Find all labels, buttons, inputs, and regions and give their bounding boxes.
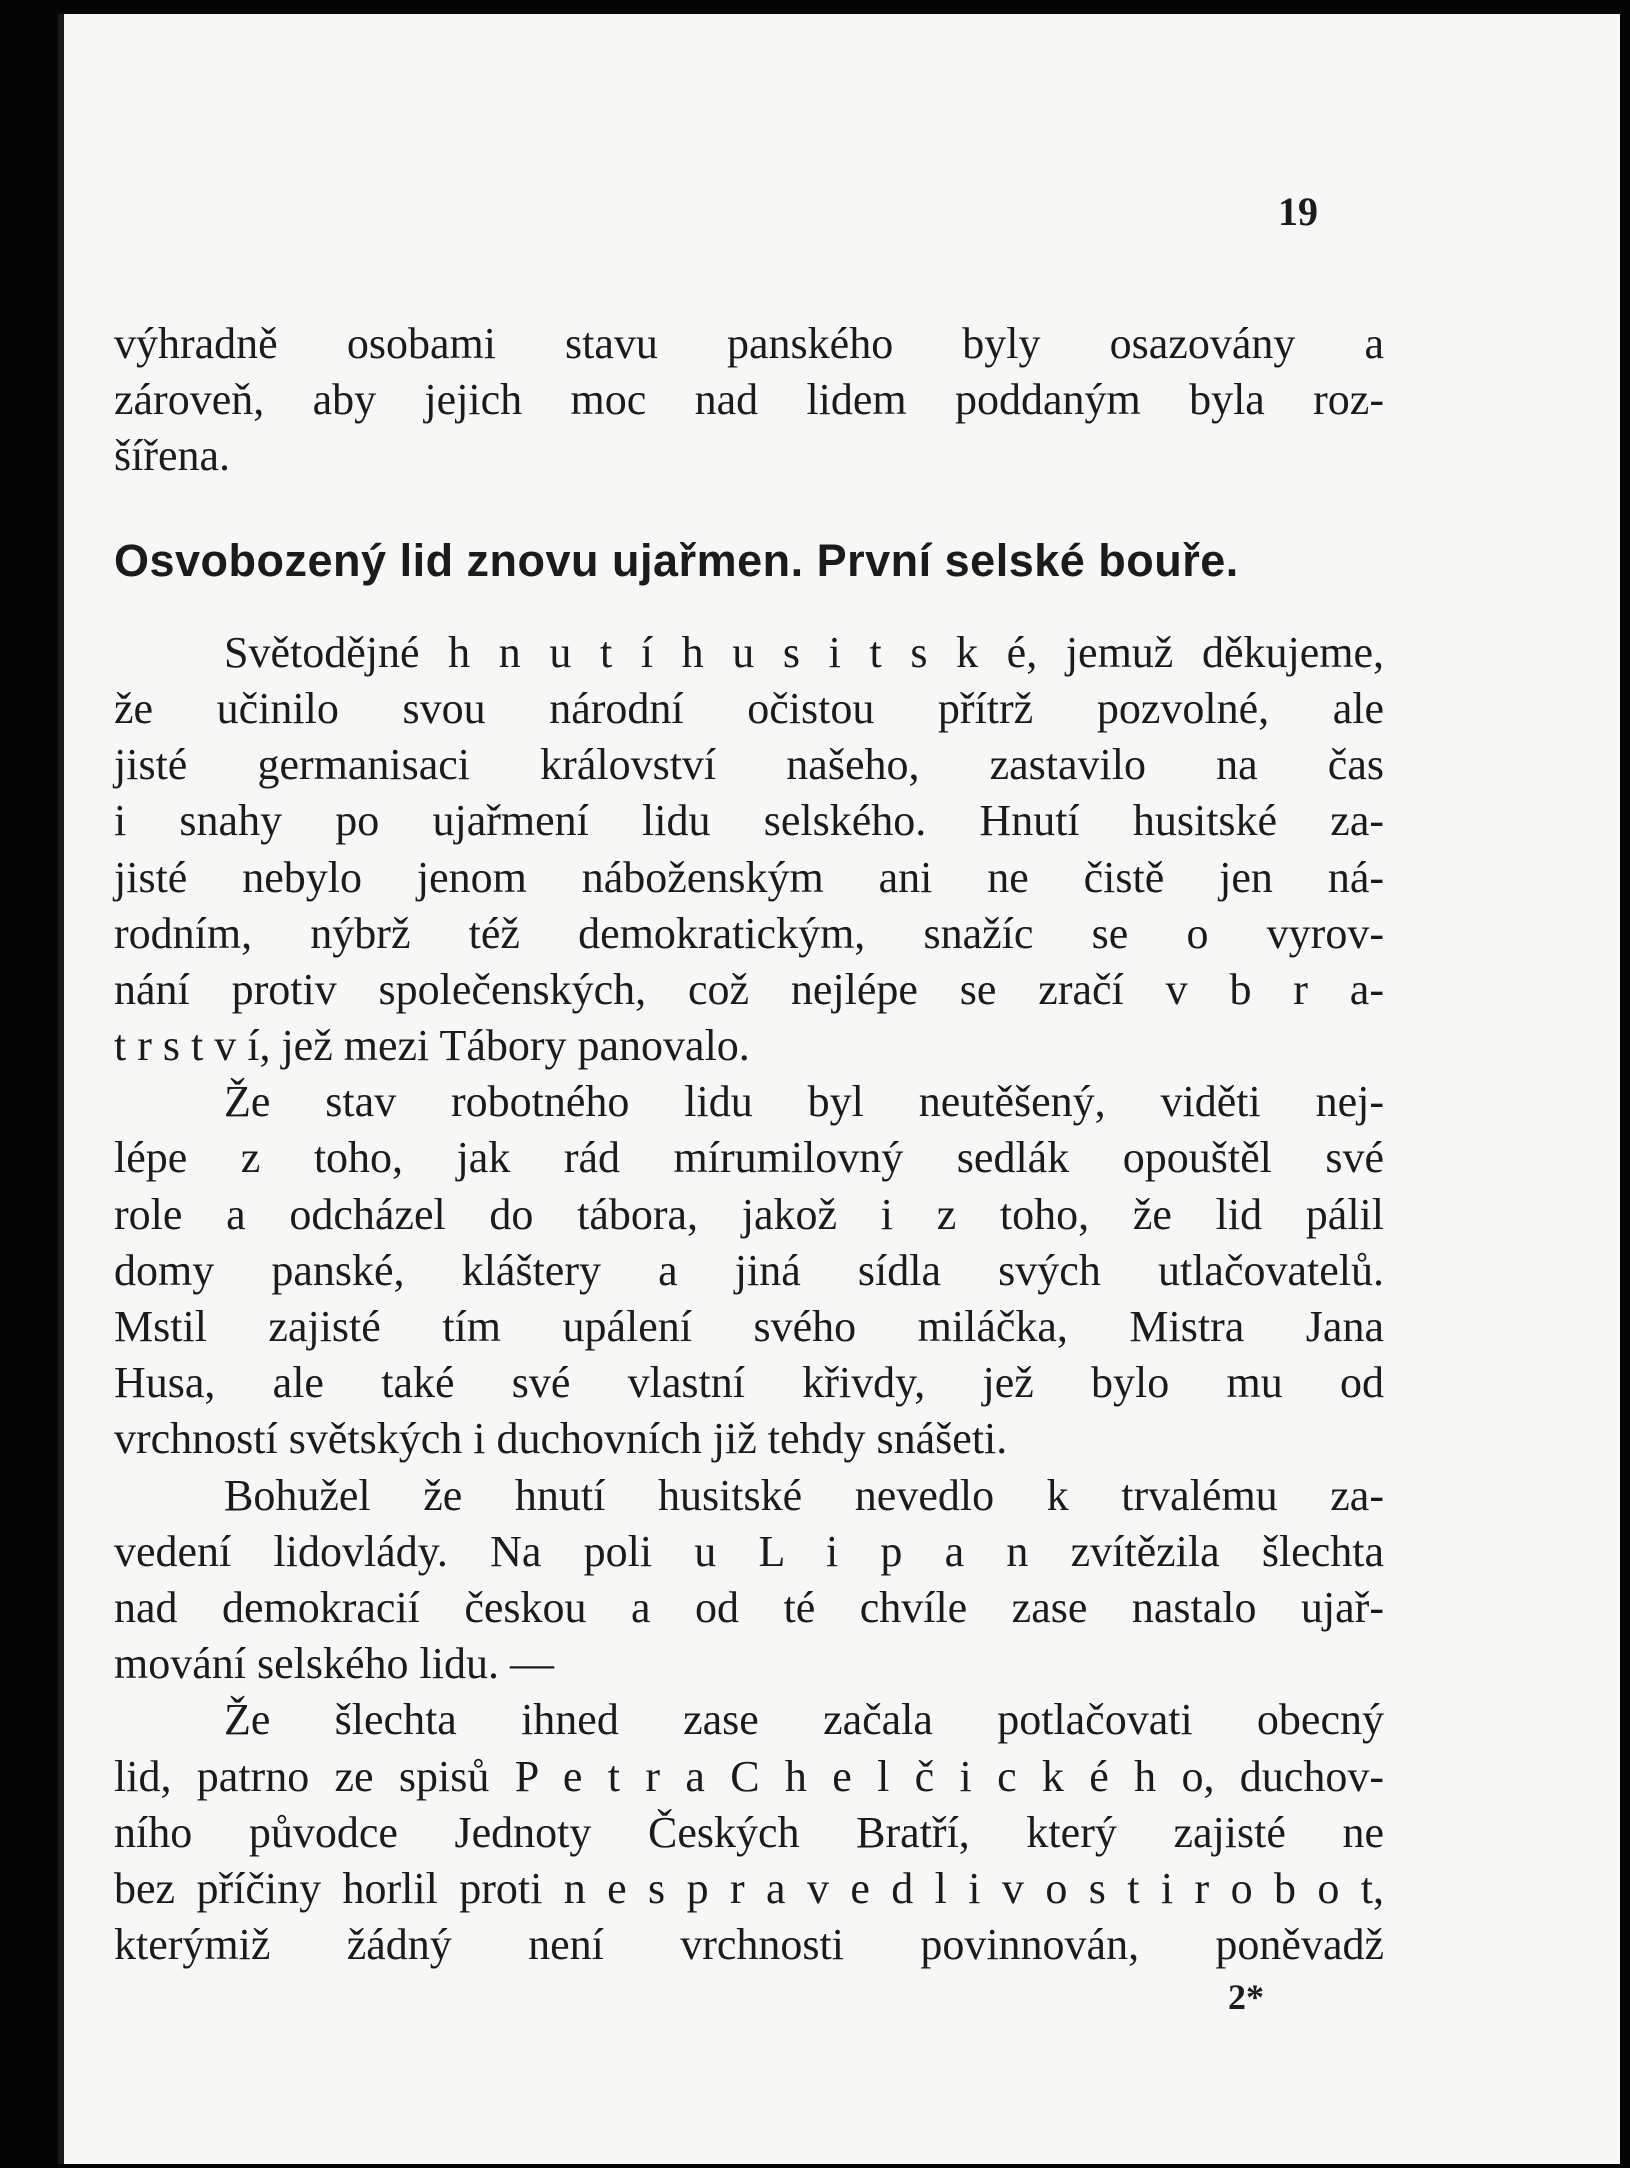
signature-mark: 2* — [1228, 1977, 1264, 2017]
text-line: zároveň, aby jejich moc nad lidem poddaným byla roz- — [114, 375, 1384, 425]
text-line: šířena. — [114, 431, 231, 481]
text-line: bez příčiny horlil proti n e s p r a v e d l i v o s t i r o b o t, — [114, 1863, 1384, 1913]
text-line: lid, patrno ze spisů P e t r a C h e l č i c k é h o, duchov- — [114, 1751, 1384, 1801]
paragraph — [114, 316, 1384, 485]
text-line: kterýmiž žádný není vrchnosti povinnován, poněvadž — [114, 1920, 1384, 1970]
text-line: výhradně osobami stavu panského byly osazovány a — [114, 319, 1384, 368]
text-line: nad demokracií českou a od té chvíle zase nastalo ujař- — [114, 1582, 1384, 1632]
section-heading: Osvobozený lid znovu ujařmen. První selské bouře. — [114, 534, 1239, 586]
text-line: mování selského lidu. — — [114, 1639, 554, 1689]
paragraph — [114, 1692, 1384, 1973]
text-line: Mstil zajisté tím upálení svého miláčka, Mistra Jana — [114, 1302, 1384, 1352]
text-line: vrchností světských i duchovních již tehdy snášeti. — [114, 1414, 1008, 1464]
text-line: nání protiv společenských, což nejlépe se zračí v b r a- — [114, 964, 1384, 1014]
text-line: domy panské, kláštery a jiná sídla svých utlačovatelů. — [114, 1245, 1384, 1295]
text-line: role a odcházel do tábora, jakož i z toho, že lid pálil — [114, 1189, 1384, 1239]
text-line: lépe z toho, jak rád mírumilovný sedlák opouštěl své — [114, 1133, 1384, 1183]
text-line: jisté nebylo jenom náboženským ani ne čistě jen ná- — [114, 852, 1384, 902]
text-line: že učinilo svou národní očistou přítrž pozvolné, ale — [114, 683, 1384, 733]
text-line: t r s t v í, jež mezi Tábory panovalo. — [114, 1021, 750, 1071]
book-page — [58, 14, 1620, 2164]
text-line: Bohužel že hnutí husitské nevedlo k trvalému za- — [224, 1470, 1384, 1520]
text-line: Že šlechta ihned zase začala potlačovati obecný — [224, 1695, 1384, 1745]
text-line: Že stav robotného lidu byl neutěšený, viděti nej- — [224, 1077, 1384, 1127]
page-number: 19 — [1278, 189, 1318, 234]
paragraph — [114, 625, 1384, 1075]
text-line: vedení lidovlády. Na poli u L i p a n zvítězila šlechta — [114, 1526, 1384, 1576]
page-spine-edge — [58, 14, 64, 2164]
body-text — [114, 316, 1384, 1973]
paragraph — [114, 1074, 1384, 1467]
text-line: ního původce Jednoty Českých Bratří, který zajisté ne — [114, 1807, 1384, 1857]
text-line: i snahy po ujařmení lidu selského. Hnutí husitské za- — [114, 796, 1384, 846]
text-line: rodním, nýbrž též demokratickým, snažíc se o vyrov- — [114, 908, 1384, 958]
text-line: Světodějné h n u t í h u s i t s k é, jemuž děkujeme, — [224, 627, 1384, 677]
text-line: Husa, ale také své vlastní křivdy, jež bylo mu od — [114, 1358, 1384, 1408]
paragraph — [114, 1468, 1384, 1693]
text-line: jisté germanisaci království našeho, zastavilo na čas — [114, 740, 1384, 790]
